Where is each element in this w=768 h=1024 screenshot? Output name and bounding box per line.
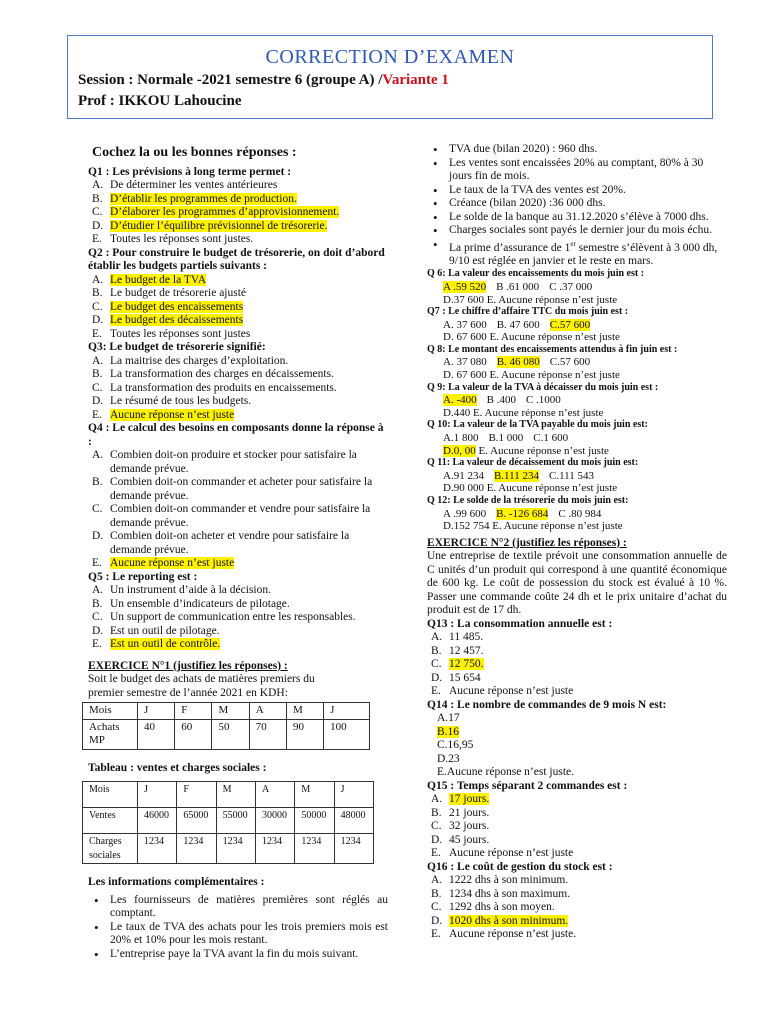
question-q1 <box>88 166 388 247</box>
answer-option: E. Aucune réponse n’est juste <box>431 847 574 860</box>
question-q6: Q 6: La valeur des encaissements du mois juin est : A .59 520 B .61 000 C .37 000 D.37 600 E. Aucune réponse n’est juste <box>427 268 645 306</box>
table-cell: A <box>255 782 294 808</box>
answer-option: C.16,95 <box>437 739 474 752</box>
answer-option: D. 15 654 <box>431 671 481 684</box>
question-q3 <box>88 341 388 422</box>
question-q2 <box>88 247 388 342</box>
table-cell: Mois <box>83 782 138 808</box>
answer-option: D.23 <box>437 752 460 765</box>
answer-option: B. 12 457. <box>431 644 484 657</box>
answer-option: B.111 234 <box>493 469 539 482</box>
answer-option: C. 1292 dhs à son moyen. <box>431 901 555 914</box>
question-text: Q15 : Temps séparant 2 commandes est : <box>427 779 628 792</box>
answer-option: A.91 234 <box>443 469 484 482</box>
answer-option: C .37 000 <box>549 280 593 293</box>
table-cell: 100 <box>324 719 370 749</box>
answer-option: C .1000 <box>525 394 561 407</box>
table-cell: 1234 <box>138 834 177 864</box>
answer-option: D. Le budget des décaissements <box>92 314 244 326</box>
answer-option: A .99 600 <box>443 507 487 520</box>
sales-table-title: Tableau : ventes et charges sociales : <box>88 761 267 774</box>
table-cell: 48000 <box>334 808 373 834</box>
answer-option: D. 45 jours. <box>431 833 490 846</box>
answer-option: E. Aucune réponse n’est juste. <box>431 928 577 941</box>
data-bullet-insurance: • La prime d’assurance de 1er semestre s’élèvent à 3 000 dh, 9/10 est réglée en janvier et le reste en mars. <box>427 238 727 269</box>
table-cell: 70 <box>249 719 286 749</box>
list-item: • L’entreprise paye la TVA avant la fin du mois suivant. <box>88 948 388 962</box>
question-text: Q2 : Pour construire le budget de trésorerie, on doit d’abord établir les budgets partiels suivants : <box>88 246 385 272</box>
question-text: Q13 : La consommation annuelle est : <box>427 617 613 630</box>
table-cell: J <box>334 782 373 808</box>
list-item: • Le solde de la banque au 31.12.2020 s’élève à 7000 dhs. <box>427 211 727 225</box>
list-item: • Les ventes sont encaissées 20% au comptant, 80% à 30 jours fin de mois. <box>427 157 727 184</box>
table-cell: 46000 <box>138 808 177 834</box>
answer-option: A. Le budget de la TVA <box>92 273 207 286</box>
answer-option: B. 46 080 <box>496 356 540 369</box>
answer-option: A. 37 080 <box>443 356 487 369</box>
answer-option: E. Aucune réponse n’est juste <box>92 557 235 569</box>
answer-option: A.1 800 <box>443 432 479 445</box>
answer-option: E. Est un outil de contrôle. <box>92 638 221 650</box>
page-title: CORRECTION D’EXAMEN <box>265 46 515 68</box>
table-cell: 40 <box>138 719 175 749</box>
question-q5 <box>88 571 388 652</box>
info-title: Les informations complémentaires : <box>88 876 265 888</box>
answer-option: C. D’élaborer les programmes d’approvisionnement. <box>92 206 340 218</box>
list-item: • Le taux de la TVA des ventes est 20%. <box>427 184 727 198</box>
question-text: Q3: Le budget de trésorerie signifié: <box>88 341 266 353</box>
question-text: Q5 : Le reporting est : <box>88 570 198 583</box>
answer-option: E. Aucune réponse n’est juste <box>431 685 574 698</box>
question-q13 <box>427 618 727 699</box>
table-cell: 55000 <box>216 808 255 834</box>
answer-option: D. D’étudier l’équilibre prévisionnel de trésorerie. <box>92 219 328 232</box>
answer-option: A. -400 <box>443 394 477 407</box>
answer-option: C.57 600 <box>549 318 591 331</box>
table-cell: M <box>212 703 249 720</box>
table-cell: Mois <box>83 703 138 720</box>
purchases-table: Mois J F M A M J Achats MP 40 60 50 70 90 100 <box>82 702 370 750</box>
answer-option: B .400 <box>486 394 516 407</box>
question-text: Q1 : Les prévisions à long terme permet : <box>88 165 292 178</box>
exercise-2-text: Une entreprise de textile prévoit une consommation annuelle de C unités d’un produit qui correspond à une quantité économique de 600 kg. Le coût de possession du stock est évalué à 10 %. Passer une commande coûte 24 dh et le prix unitaire d’achat du produit est de 17 dh. <box>427 550 727 617</box>
answer-option: B. Combien doit-on commander et acheter pour satisfaire la demande prévue. <box>92 476 373 502</box>
answer-option: E. Toutes les réponses sont justes. <box>92 233 254 245</box>
table-cell: J <box>324 703 370 720</box>
table-cell: 30000 <box>255 808 294 834</box>
question-q8: Q 8: Le montant des encaissements attendus à fin juin est : A. 37 080 B. 46 080 C.57 600 D. 67 600 E. Aucune réponse n’est juste <box>427 343 678 382</box>
professor-line: Prof : IKKOU Lahoucine <box>78 93 242 109</box>
question-q4 <box>88 422 388 571</box>
table-cell: F <box>175 703 212 720</box>
table-cell: J <box>138 782 177 808</box>
answer-option: D. Est un outil de pilotage. <box>92 624 220 637</box>
answer-option: A.17 <box>437 712 460 725</box>
exercise-1-intro: Soit le budget des achats de matières premiers du premier semestre de l’année 2021 en KDH: <box>88 673 315 699</box>
table-cell: 1234 <box>295 834 334 864</box>
table-cell: 65000 <box>177 808 216 834</box>
question-q14: Q14 : Le nombre de commandes de 9 mois N est: A.17 B.16 C.16,95 D.23 E.Aucune réponse n’est juste. <box>427 699 727 780</box>
question-q7: Q7 : Le chiffre d’affaire TTC du mois juin est : A. 37 600 B. 47 600 C.57 600 D. 67 600 E. Aucune réponse n’est juste <box>427 306 629 344</box>
answer-option: B.16 <box>437 725 460 738</box>
answer-option: B.1 000 <box>488 432 524 445</box>
table-cell: M <box>295 782 334 808</box>
table-cell: A <box>249 703 286 720</box>
answer-option: A. Un instrument d’aide à la décision. <box>92 584 271 596</box>
list-item: • Charges sociales sont payés le dernier jour du mois échu. <box>427 224 727 238</box>
answer-option: A. 17 jours. <box>431 793 490 806</box>
question-text: Q16 : Le coût de gestion du stock est : <box>427 860 613 873</box>
answer-option: B. Le budget de trésorerie ajusté <box>92 287 247 299</box>
answer-option: A. 37 600 <box>443 318 487 331</box>
answer-option: B. Un ensemble d’indicateurs de pilotage. <box>92 597 290 610</box>
answer-option: C.111 543 <box>548 469 595 482</box>
answer-option: C.57 600 <box>549 356 591 369</box>
answer-option: B. 1234 dhs à son maximum. <box>431 887 571 900</box>
table-cell: M <box>286 703 323 720</box>
question-text: Q4 : Le calcul des besoins en composants donne la réponse à : <box>88 422 384 448</box>
exercise-1-title: EXERCICE N°1 (justifiez les réponses) : <box>88 659 288 672</box>
table-cell: J <box>138 703 175 720</box>
table-cell: 1234 <box>177 834 216 864</box>
answer-option: C. 32 jours. <box>431 820 490 833</box>
table-cell: 1234 <box>216 834 255 864</box>
answer-option: D. Combien doit-on acheter et vendre pour satisfaire la demande prévue. <box>92 530 350 556</box>
list-item: • Les fournisseurs de matières premières sont réglés au comptant. <box>88 894 388 921</box>
table-cell: M <box>216 782 255 808</box>
answer-option: A. 11 485. <box>431 631 484 644</box>
sales-table: Mois J F M A M J Ventes 46000 65000 55000 30000 50000 48000 Charges sociales 1234 1234 1234 1234 1234 1234 <box>82 781 374 864</box>
data-bullets <box>427 143 727 238</box>
question-q10: Q 10: La valeur de la TVA payable du mois juin est: A.1 800 B.1 000 C.1 600 D.0, 00 E. Aucune réponse n’est juste <box>427 419 648 457</box>
table-cell: 60 <box>175 719 212 749</box>
answer-option: C .80 984 <box>558 507 602 520</box>
list-item: • Créance (bilan 2020) :36 000 dhs. <box>427 197 727 211</box>
variant-label: Variante 1 <box>382 72 449 88</box>
answer-option: C. Combien doit-on commander et vendre pour satisfaire la demande prévue. <box>92 503 371 529</box>
answer-option: A. 1222 dhs à son minimum. <box>431 874 569 887</box>
answer-option: C. La transformation des produits en encaissements. <box>92 381 337 394</box>
table-cell: F <box>177 782 216 808</box>
answer-option: B. D’établir les programmes de production. <box>92 192 297 205</box>
answer-option: C. Un support de communication entre les responsables. <box>92 611 356 623</box>
answer-option: C.1 600 <box>533 432 569 445</box>
list-item: • TVA due (bilan 2020) : 960 dhs. <box>427 143 727 157</box>
answer-option: B. La transformation des charges en décaissements. <box>92 368 334 380</box>
table-cell: 50 <box>212 719 249 749</box>
answer-option: B. 47 600 <box>496 318 540 331</box>
session-line: Session : Normale -2021 semestre 6 (groupe A) /Variante 1 <box>78 72 449 88</box>
answer-option: B. -126 684 <box>496 507 549 520</box>
exercise-1-questions <box>427 268 727 532</box>
question-q9: Q 9: La valeur de la TVA à décaisser du mois juin est : A. -400 B .400 C .1000 D.440 E. Aucune réponse n’est juste <box>427 381 659 419</box>
question-q12: Q 12: Le solde de la trésorerie du mois juin est: A .99 600 B. -126 684 C .80 984 D.152 754 E. Aucune réponse n’est juste <box>427 495 629 533</box>
table-cell: 1234 <box>255 834 294 864</box>
instructions-heading: Cochez la ou les bonnes réponses : <box>92 145 297 160</box>
answer-option: A. De déterminer les ventes antérieures <box>92 179 278 191</box>
exercise-2-title: EXERCICE N°2 (justifiez les réponses) : <box>427 536 627 549</box>
answer-option: D. 1020 dhs à son minimum. <box>431 914 569 927</box>
question-q15 <box>427 780 727 861</box>
answer-option: E.Aucune réponse n’est juste. <box>437 766 575 779</box>
answer-option: C. Le budget des encaissements <box>92 300 244 313</box>
table-cell: 1234 <box>334 834 373 864</box>
answer-option: E. Aucune réponse n’est juste <box>92 408 235 421</box>
answer-option: B .61 000 <box>496 280 540 293</box>
answer-option: A. La maitrise des charges d’exploitation. <box>92 354 289 367</box>
table-cell: 50000 <box>295 808 334 834</box>
question-q11: Q 11: La valeur de décaissement du mois juin est: A.91 234 B.111 234 C.111 543 D.90 000 E. Aucune réponse n’est juste <box>427 457 639 495</box>
answer-option: C. 12 750. <box>431 658 484 671</box>
table-cell: 90 <box>286 719 323 749</box>
exam-header <box>67 35 713 119</box>
question-q16 <box>427 861 727 942</box>
answer-option: D. Le résumé de tous les budgets. <box>92 395 252 407</box>
answer-option: E. Toutes les réponses sont justes <box>92 327 251 340</box>
right-column <box>427 143 727 942</box>
list-item: • Le taux de TVA des achats pour les trois premiers mois est 20% et 10% pour les mois restant. <box>88 921 388 948</box>
left-column <box>88 146 388 961</box>
answer-option: B. 21 jours. <box>431 806 490 819</box>
answer-option: A .59 520 <box>443 280 487 293</box>
answer-option: A. Combien doit-on produire et stocker pour satisfaire la demande prévue. <box>92 449 357 475</box>
info-list <box>88 894 388 962</box>
